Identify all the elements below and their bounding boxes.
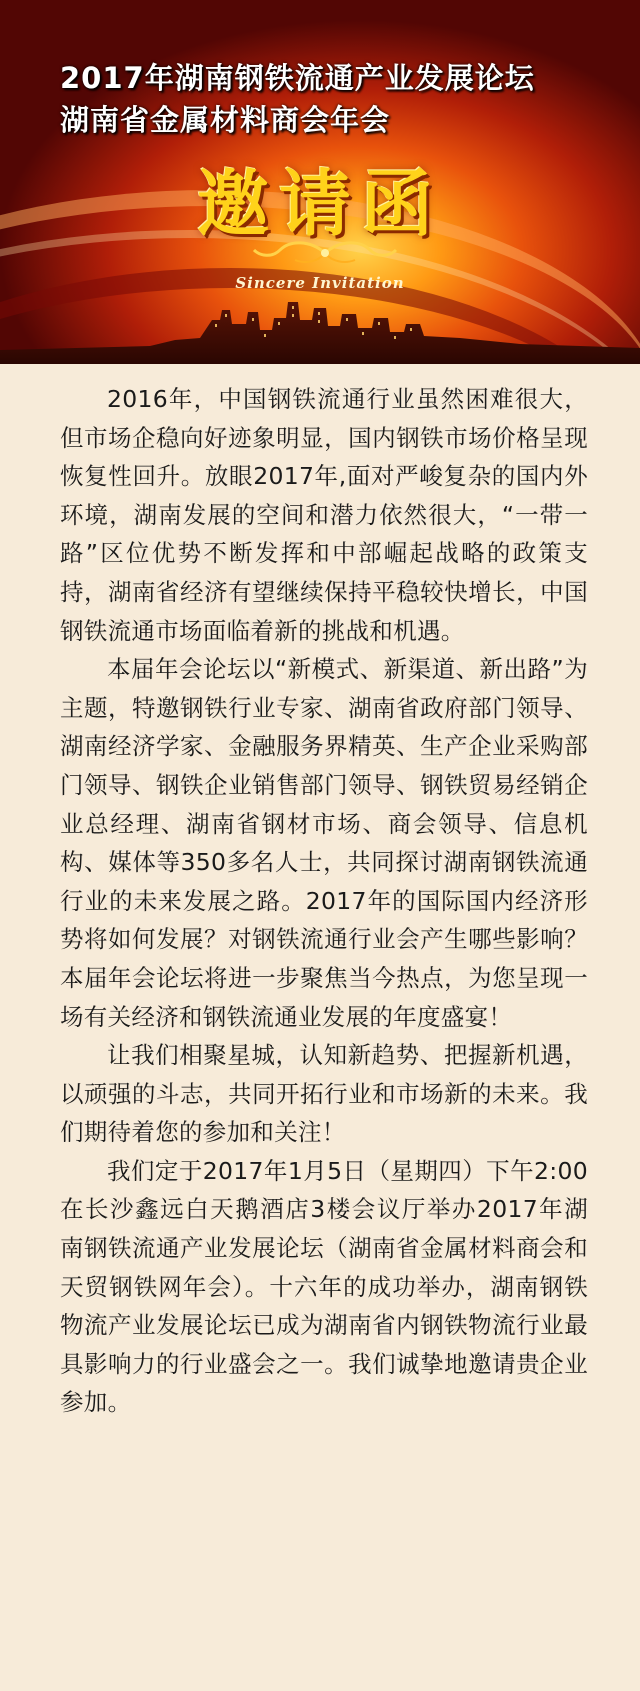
forum-title: 2017年湖南钢铁流通产业发展论坛 <box>60 61 535 95</box>
city-skyline-icon <box>0 290 640 364</box>
invitation-title: 邀请函 <box>196 162 443 246</box>
paragraph-event-details: 我们定于2017年1月5日（星期四）下午2:00在长沙鑫远白天鹅酒店3楼会议厅举办2017年湖南钢铁流通产业发展论坛（湖南省金属材料商会和天贸钢铁网年会）。十六年的成功举办，湖南钢铁物流产业发展论坛已成为湖南省内钢铁物流行业最具影响力的行业盛会之一。我们诚挚地邀请贵企业参加。 <box>60 1156 588 1417</box>
paragraph-call-to-gather: 让我们相聚星城，认知新趋势、把握新机遇，以顽强的斗志，共同开拓行业和市场新的未来。我们期待着您的参加和关注！ <box>60 1041 588 1147</box>
header-banner <box>0 0 640 364</box>
paragraph-industry-outlook: 2016年，中国钢铁流通行业虽然困难很大，但市场企稳向好迹象明显，国内钢铁市场价格呈现恢复性回升。放眼2017年,面对严峻复杂的国内外环境，湖南发展的空间和潜力依然很大，“一带一路”区位优势不断发挥和中部崛起战略的政策支持，湖南省经济有望继续保持平稳较快增长，中国钢铁流通市场面临着新的挑战和机遇。 <box>60 385 588 645</box>
paragraph-forum-theme: 本届年会论坛以“新模式、新渠道、新出路”为主题，特邀钢铁行业专家、湖南省政府部门领导、湖南经济学家、金融服务界精英、生产企业采购部门领导、钢铁企业销售部门领导、钢铁贸易经销企业总经理、湖南省钢材市场、商会领导、信息机构、媒体等350多名人士，共同探讨湖南钢铁流通行业的未来发展之路。2017年的国际国内经济形势将如何发展？对钢铁流通行业会产生哪些影响？本届年会论坛将进一步聚焦当今热点，为您呈现一场有关经济和钢铁流通业发展的年度盛宴！ <box>60 655 588 1031</box>
annual-meeting-title: 湖南省金属材料商会年会 <box>60 103 391 137</box>
invitation-body <box>0 364 640 1422</box>
ornament-flourish-icon <box>250 238 400 268</box>
sincere-invitation-subtitle: Sincere Invitation <box>235 274 405 292</box>
